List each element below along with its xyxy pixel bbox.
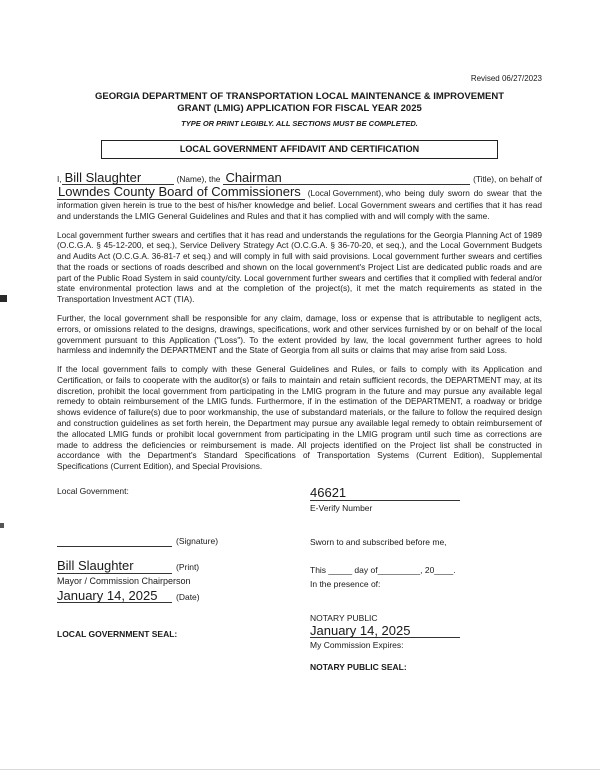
affidavit-line-2-text: who being duly sworn do swear that the — [385, 188, 542, 199]
everify-label: E-Verify Number — [310, 502, 373, 513]
title-label: (Title), on behalf of — [473, 173, 542, 184]
local-government-label: (Local Government), — [307, 188, 384, 199]
chairperson-title: Mayor / Commission Chairperson — [57, 575, 191, 586]
signature-section — [57, 486, 542, 672]
notary-date-field[interactable]: January 14, 2025 — [310, 624, 460, 639]
notary-column — [310, 486, 542, 672]
date-field[interactable]: January 14, 2025 — [57, 589, 172, 604]
notary-public-label: NOTARY PUBLIC — [310, 612, 378, 623]
name-field[interactable]: Bill Slaughter — [62, 171, 174, 186]
print-name-row — [57, 559, 310, 574]
presence-text: In the presence of: — [310, 578, 381, 589]
local-government-seal-label: LOCAL GOVERNMENT SEAL: — [57, 629, 178, 640]
title-line-1: GEORGIA DEPARTMENT OF TRANSPORTATION LOCAL MAINTENANCE & IMPROVEMENT — [94, 91, 505, 102]
affidavit-line-1 — [57, 171, 542, 186]
signature-row — [57, 536, 310, 547]
revised-date: Revised 06/27/2023 — [470, 74, 542, 83]
signature-field[interactable] — [57, 536, 172, 547]
day-blank-line[interactable]: This _____ day of_________, 20____. — [310, 564, 456, 575]
affidavit-paragraph-2: Local government further swears and certifies that it has read and understands the regulations for the Georgia Planning Act of 1989 (O.C.G.A. § 45-12-200, et seq.), Service Delivery Strategy Act (O.C.G.A. § 36-70-20, et seq.), and the Local Government Budgets and Audits Act (O.C.G.A. 36-81-7 et seq.) and will comply in full with said provisions. Local government further swears and certifies that the roads or sections of roads described and shown on the local government's Project List are dedicated public roads and are part of the Public Road System in said county/city. Local government further swears and certifies that it complied with federal and/or state environmental protection laws and at the completion of the project(s), it met the match requirements as stated in the Transportation Investment ACT (TIA). — [57, 229, 542, 305]
affidavit-paragraph-4: If the local government fails to comply with these General Guidelines and Rules, or fails to comply with its Application and Certification, or fails to cooperate with the auditor(s) or fails to maintain and retain sufficient records, the DEPARTMENT may, at its discretion, prohibit the local government from participating in the LMIG program in the future and may pursue any available legal remedy to obtain reimbursement of the LMIG funds. Furthermore, if in the estimation of the DEPARTMENT, a roadway or bridge shows evidence of failure(s) due to poor workmanship, the use of substandard materials, or the failure to follow the required design and construction guidelines as set forth herein, the Department may pursue any available legal remedy to obtain reimbursement of the allocated LMIG funds or prohibit local government from participating in the LMIG program until such time as corrections are made to address the deficiencies or reimbursement is made. All projects identified on the Project list shall be constructed in accordance with the Department's Standard Specifications of Transportation Systems (Current Edition), Supplemental Specifications (Current Edition), and Special Provisions. — [57, 364, 542, 472]
local-government-column — [57, 486, 310, 672]
print-label: (Print) — [176, 561, 200, 572]
date-label: (Date) — [176, 591, 200, 602]
local-government-field[interactable]: Lowndes County Board of Commissioners — [57, 185, 305, 200]
notary-date-row — [310, 624, 542, 639]
section-heading: LOCAL GOVERNMENT AFFIDAVIT AND CERTIFICATION — [179, 143, 420, 154]
scan-artifact — [0, 295, 7, 302]
section-heading-box — [101, 140, 499, 159]
name-label: (Name), the — [176, 173, 221, 184]
page-bottom-edge — [0, 769, 600, 770]
date-row — [57, 589, 310, 604]
document-title — [57, 91, 542, 116]
affidavit-paragraph-3: Further, the local government shall be responsible for any claim, damage, loss or expense that is attributable to negligent acts, errors, or omissions related to the designs, drawings, specifications, work and other services furnished by or on behalf of the local government pursuant to this Application ("Loss"). To the extent provided by law, the local government further agrees to hold harmless and indemnify the DEPARTMENT and the State of Georgia from all suits or claims that may arise from said Loss. — [57, 313, 542, 356]
affidavit-paragraph-1: information given herein is true to the best of his/her knowledge and belief. Local Government swears and certifies that it has read and understands the LMIG General Guidelines and Rules and that it has complied with and will comply with the same. — [57, 199, 542, 221]
everify-row — [310, 486, 542, 501]
signature-label: (Signature) — [176, 535, 219, 546]
print-name-field[interactable]: Bill Slaughter — [57, 559, 172, 574]
sworn-text: Sworn to and subscribed before me, — [310, 536, 447, 547]
notary-public-seal-label: NOTARY PUBLIC SEAL: — [310, 662, 407, 673]
title-field[interactable]: Chairman — [223, 171, 470, 186]
affidavit-line-2 — [57, 185, 542, 200]
instructions-line: TYPE OR PRINT LEGIBLY. ALL SECTIONS MUST BE COMPLETED. — [181, 118, 418, 128]
commission-expires-label: My Commission Expires: — [310, 640, 404, 651]
title-line-2: GRANT (LMIG) APPLICATION FOR FISCAL YEAR 2025 — [177, 103, 422, 115]
local-government-field-label: Local Government: — [57, 485, 129, 496]
everify-field[interactable]: 46621 — [310, 486, 460, 501]
i-label: I, — [57, 173, 62, 184]
scan-artifact — [0, 523, 4, 528]
